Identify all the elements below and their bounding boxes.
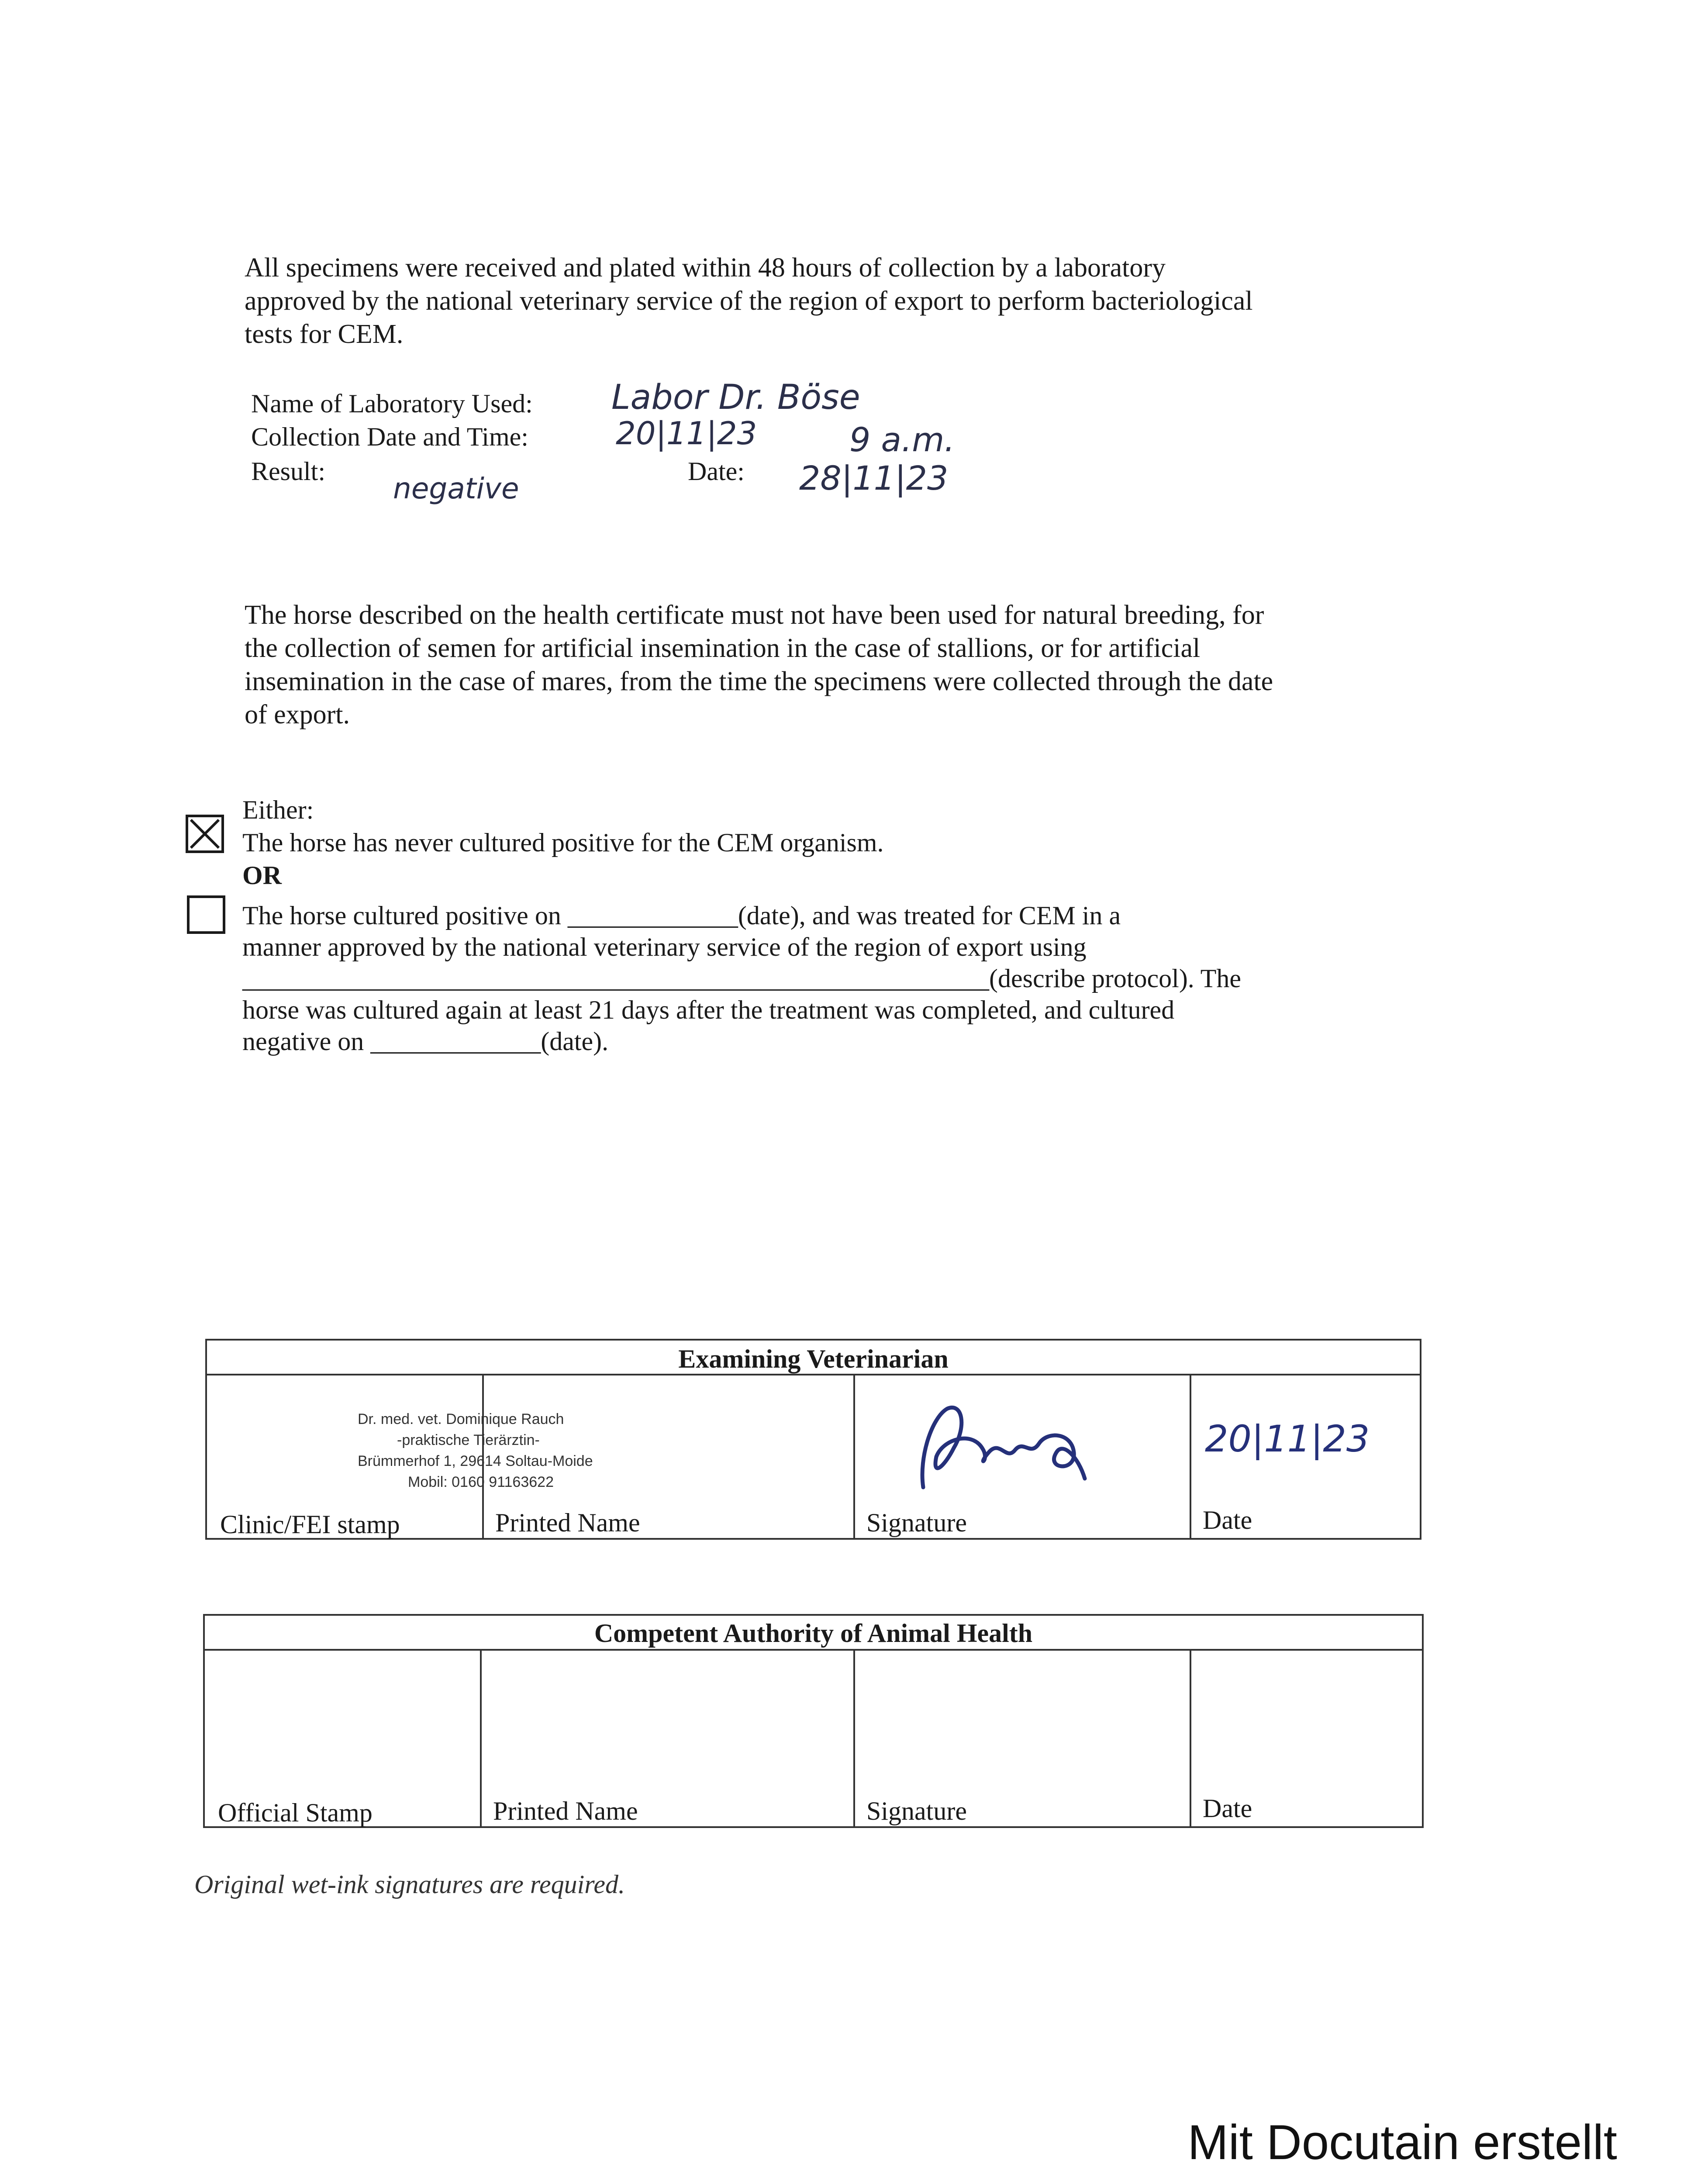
breeding-line: of export. <box>245 700 350 729</box>
table-divider <box>853 1374 855 1538</box>
stamp-line: Mobil: 0160 91163622 <box>408 1474 554 1490</box>
result-label: Result: <box>251 457 326 486</box>
intro-line: tests for CEM. <box>245 319 404 349</box>
stamp-line: -praktische Tierärztin- <box>397 1432 540 1448</box>
col-label-official-stamp: Official Stamp <box>218 1798 373 1827</box>
col-label-signature: Signature <box>866 1797 967 1825</box>
footer-watermark: Mit Docutain erstellt <box>1187 2115 1617 2170</box>
option1-checkbox[interactable] <box>186 815 224 853</box>
checkmark-x-icon <box>188 817 221 850</box>
breeding-line: the collection of semen for artificial insemination in the case of stallions, or for artificial <box>245 633 1201 663</box>
option2-line: manner approved by the national veterinary service of the region of export using <box>242 933 1087 961</box>
examining-vet-table <box>205 1339 1421 1540</box>
table-divider <box>853 1649 855 1826</box>
col-label-printed-name: Printed Name <box>495 1508 640 1537</box>
result-date-label: Date: <box>688 457 745 486</box>
either-label: Either: <box>242 795 314 824</box>
table-divider <box>1190 1374 1191 1538</box>
authority-table <box>203 1614 1424 1828</box>
option2-line: The horse cultured positive on _____________(date), and was treated for CEM in a <box>242 901 1121 930</box>
option2-checkbox[interactable] <box>187 895 225 934</box>
option2-paragraph <box>242 900 1241 1057</box>
stamp-line: Dr. med. vet. Dominique Rauch <box>358 1411 564 1427</box>
authority-title: Competent Authority of Animal Health <box>594 1619 1033 1648</box>
collection-label: Collection Date and Time: <box>251 422 528 451</box>
col-label-stamp: Clinic/FEI stamp <box>220 1510 400 1539</box>
result-date-value: 28|11|23 <box>799 459 949 498</box>
or-label: OR <box>242 861 282 890</box>
handwritten-signature <box>906 1391 1098 1505</box>
option2-line: negative on _____________(date). <box>242 1027 609 1056</box>
vet-date-value: 20|11|23 <box>1205 1417 1370 1460</box>
result-value: negative <box>393 472 519 505</box>
breeding-line: The horse described on the health certificate must not have been used for natural breeding, for <box>245 600 1264 630</box>
col-label-signature: Signature <box>866 1508 967 1537</box>
lab-name-value: Labor Dr. Böse <box>611 378 860 417</box>
col-label-printed-name: Printed Name <box>493 1797 638 1825</box>
option1-text: The horse has never cultured positive for the CEM organism. <box>242 828 884 857</box>
col-label-date: Date <box>1203 1506 1252 1534</box>
collection-date-value: 20|11|23 <box>616 415 757 452</box>
examining-vet-title: Examining Veterinarian <box>678 1344 949 1373</box>
collection-time-value: 9 a.m. <box>849 420 955 459</box>
lab-name-label: Name of Laboratory Used: <box>251 389 533 418</box>
clinic-stamp <box>358 1409 593 1493</box>
intro-line: All specimens were received and plated within 48 hours of collection by a laboratory <box>245 253 1166 283</box>
option2-line: _________________________________________________________(describe protocol). The <box>242 964 1242 993</box>
table-divider <box>1190 1649 1191 1826</box>
option2-line: horse was cultured again at least 21 days after the treatment was completed, and cultured <box>242 995 1175 1024</box>
intro-paragraph <box>245 251 1253 351</box>
table-divider <box>480 1649 482 1826</box>
wet-ink-note: Original wet-ink signatures are required. <box>194 1870 625 1899</box>
col-label-date: Date <box>1203 1794 1252 1823</box>
breeding-line: insemination in the case of mares, from the time the specimens were collected through the date <box>245 667 1273 696</box>
stamp-line: Brümmerhof 1, 29614 Soltau-Moide <box>358 1453 593 1469</box>
breeding-paragraph <box>245 598 1273 731</box>
intro-line: approved by the national veterinary service of the region of export to perform bacteriological <box>245 286 1253 316</box>
